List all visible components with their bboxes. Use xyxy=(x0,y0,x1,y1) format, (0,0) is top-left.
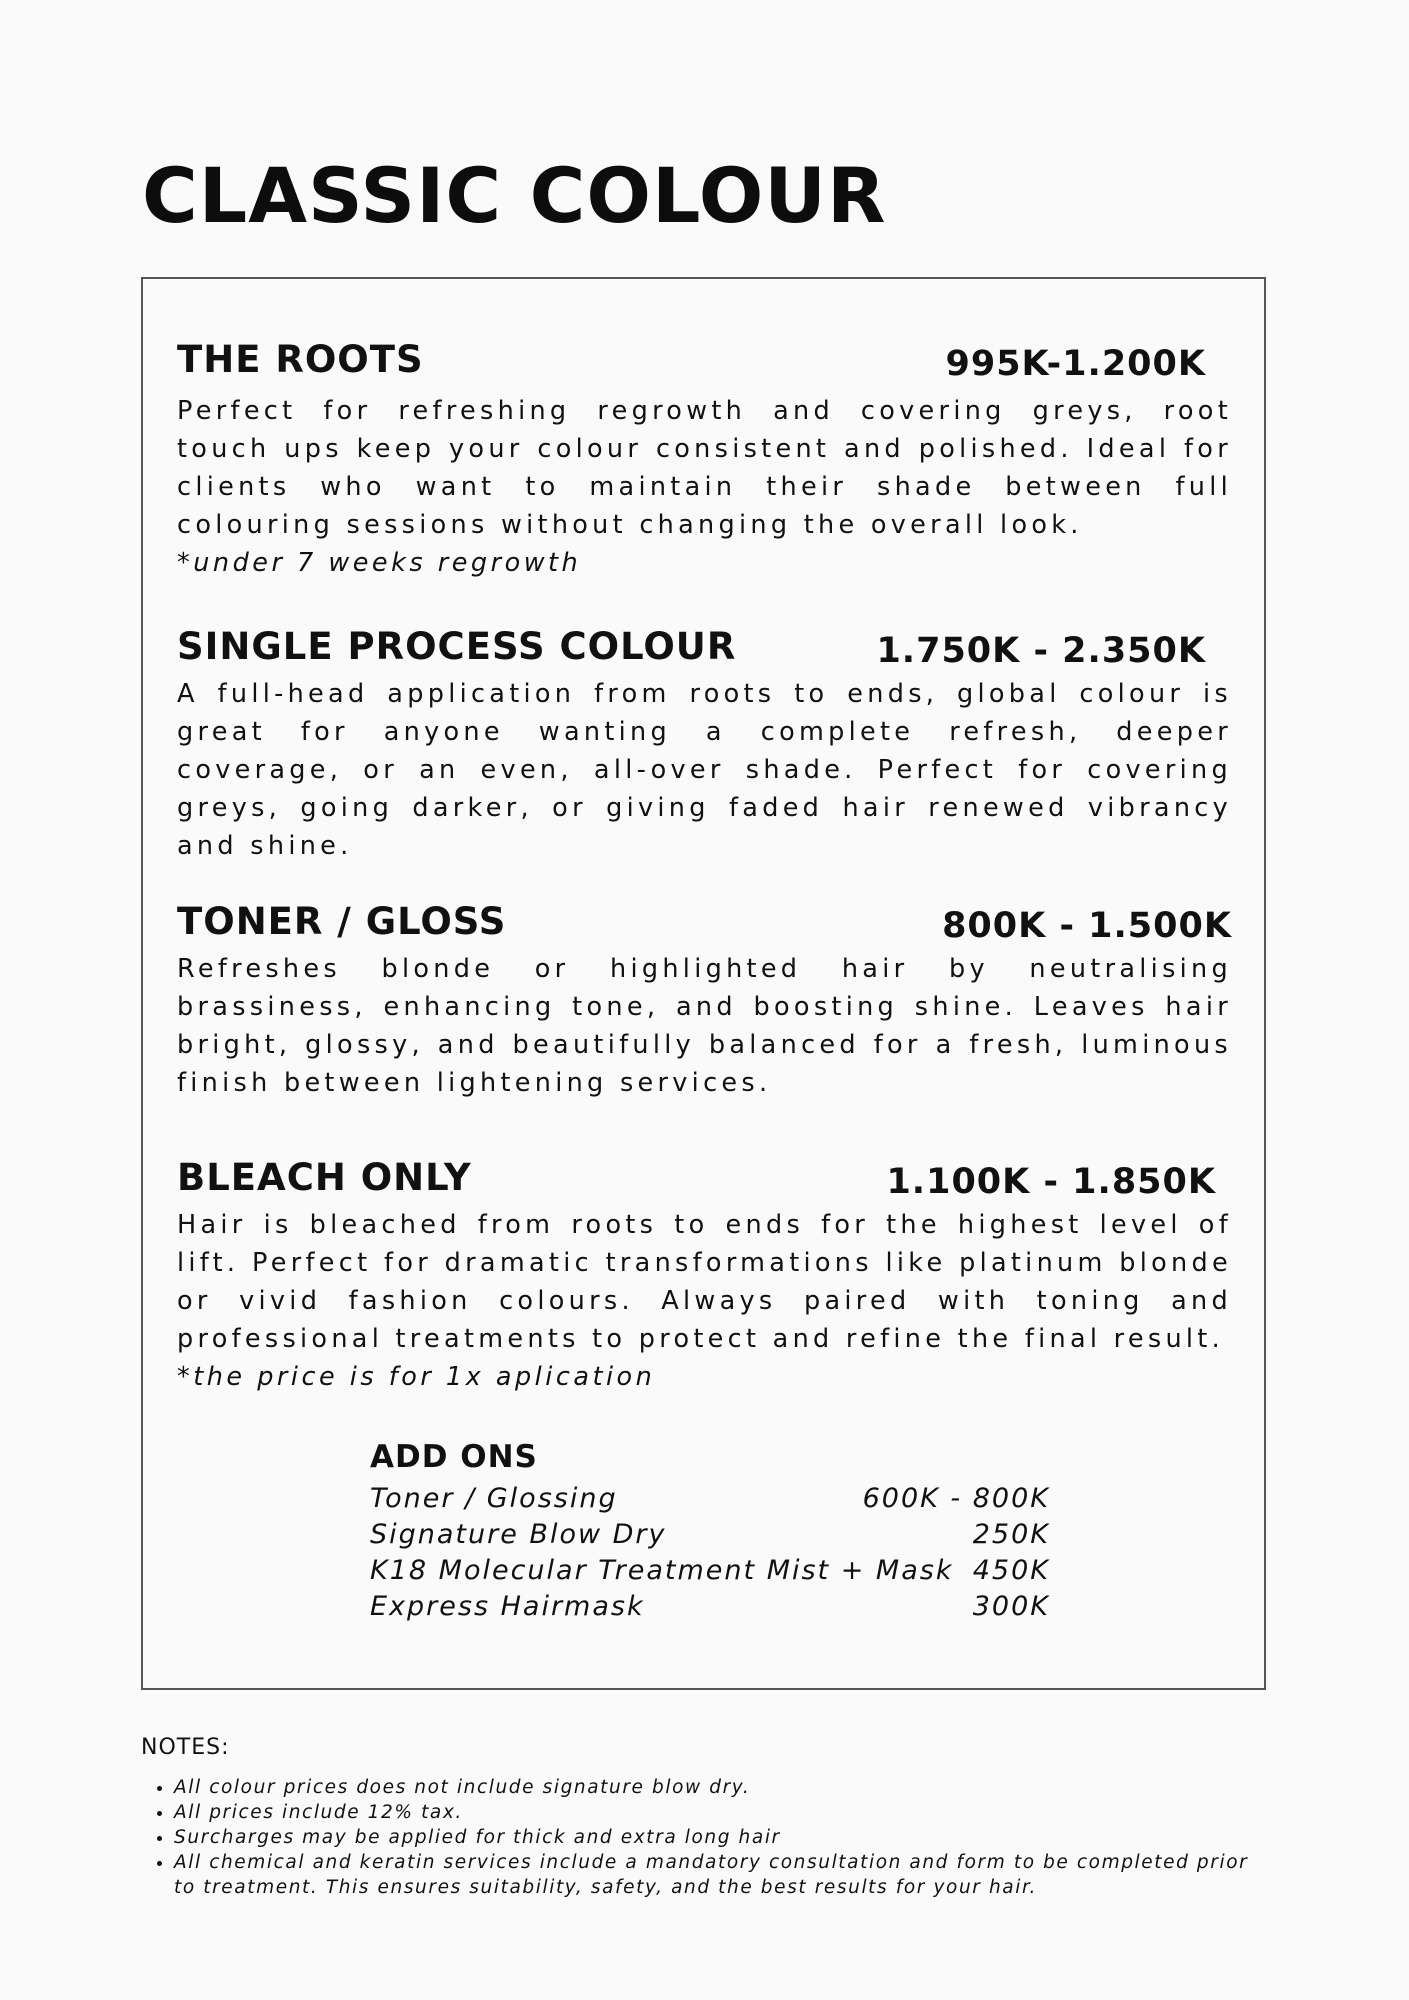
add-on-price: 450K xyxy=(972,1555,1050,1586)
add-ons-title: ADD ONS xyxy=(370,1439,538,1475)
service-title: TONER / GLOSS xyxy=(177,900,507,943)
add-on-item xyxy=(370,1481,1050,1517)
add-on-price: 300K xyxy=(972,1591,1050,1622)
notes-title: NOTES: xyxy=(141,1735,230,1760)
add-on-item xyxy=(370,1517,1050,1553)
add-on-price: 600K - 800K xyxy=(862,1483,1050,1514)
service-price: 800K - 1.500K xyxy=(942,906,1232,946)
add-on-name: Signature Blow Dry xyxy=(370,1519,667,1550)
notes-list xyxy=(141,1775,1261,1900)
notes xyxy=(141,1733,1261,1900)
service-single-process-colour xyxy=(177,623,1232,865)
add-on-item xyxy=(370,1589,1050,1625)
add-ons xyxy=(370,1437,1050,1625)
service-note: *the price is for 1x aplication xyxy=(177,1362,656,1392)
service-description: A full-head application from roots to ends, global colour is great for anyone wanting a complete refresh, deeper coverage, or an even, all-over shade. Perfect for covering greys, going darker, or giving faded hair renewed vibrancy and shine. xyxy=(177,679,1232,861)
service-title: SINGLE PROCESS COLOUR xyxy=(177,625,737,668)
service-description: Refreshes blonde or highlighted hair by neutralising brassiness, enhancing tone, and boosting shine. Leaves hair bright, glossy, and beautifully balanced for a fresh, luminous finish between lightening services. xyxy=(177,954,1232,1098)
add-on-price: 250K xyxy=(972,1519,1050,1550)
service-title: THE ROOTS xyxy=(177,338,424,381)
note-item: • All colour prices does not include signature blow dry. xyxy=(174,1775,1261,1800)
add-on-name: Express Hairmask xyxy=(370,1591,645,1622)
add-on-item xyxy=(370,1553,1050,1589)
page-title: CLASSIC COLOUR xyxy=(142,151,887,240)
service-description: Perfect for refreshing regrowth and covering greys, root touch ups keep your colour consistent and polished. Ideal for clients who want to maintain their shade between full colouring sessions without changing the overall look. xyxy=(177,396,1232,540)
price-list-panel xyxy=(141,277,1266,1690)
add-on-name: K18 Molecular Treatment Mist + Mask xyxy=(370,1555,954,1586)
add-on-name: Toner / Glossing xyxy=(370,1483,618,1514)
service-note: *under 7 weeks regrowth xyxy=(177,548,582,578)
note-item: • All chemical and keratin services include a mandatory consultation and form to be completed prior to treatment. This ensures suitability, safety, and the best results for your hair. xyxy=(174,1850,1261,1900)
service-bleach-only xyxy=(177,1154,1232,1396)
service-description: Hair is bleached from roots to ends for the highest level of lift. Perfect for dramatic transformations like platinum blonde or vivid fashion colours. Always paired with toning and professional treatments to protect and refine the final result. xyxy=(177,1210,1232,1354)
service-price: 995K-1.200K xyxy=(945,344,1206,384)
service-the-roots xyxy=(177,336,1232,582)
note-item: • All prices include 12% tax. xyxy=(174,1800,1261,1825)
note-item: • Surcharges may be applied for thick and extra long hair xyxy=(174,1825,1261,1850)
service-price: 1.750K - 2.350K xyxy=(876,631,1206,671)
service-toner-gloss xyxy=(177,898,1232,1102)
service-price: 1.100K - 1.850K xyxy=(886,1162,1216,1202)
service-title: BLEACH ONLY xyxy=(177,1156,472,1199)
